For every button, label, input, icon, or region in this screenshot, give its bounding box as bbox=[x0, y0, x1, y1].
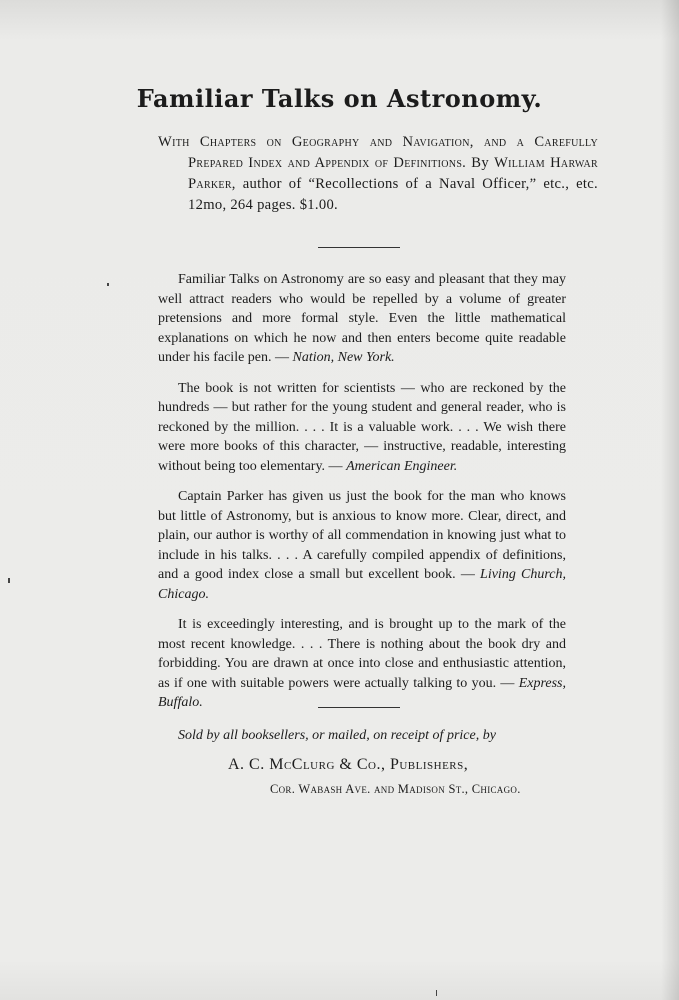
margin-mark bbox=[436, 990, 437, 996]
description-by: By bbox=[466, 155, 495, 171]
book-description bbox=[158, 132, 598, 216]
divider-top bbox=[318, 247, 400, 248]
review-quote bbox=[158, 487, 566, 604]
quote-source: Express, Buffalo. bbox=[158, 675, 566, 710]
quote-text: Familiar Talks on Astronomy are so easy and pleasant that they may well attract readers who would be repelled by a volume of greater pretensions and more formal style. Even the little mathematical explanations on which he now and then enters become quite readable under his facile pen. — bbox=[158, 272, 566, 365]
review-quote bbox=[158, 270, 566, 368]
quote-text: The book is not written for scientists — who are reckoned by the hundreds — but rather for the young student and general reader, who is reckoned by the million. . . . It is a valuable work. . . . We wish there were more books of this character, — instructive, readable, interesting without being too elementary. — bbox=[158, 380, 566, 474]
margin-mark bbox=[107, 283, 109, 286]
publisher-role: Publishers, bbox=[385, 756, 469, 773]
review-quote bbox=[158, 379, 566, 477]
publisher-line bbox=[228, 756, 568, 774]
quote-source: American Engineer. bbox=[346, 458, 458, 474]
publisher-address: Cor. Wabash Ave. and Madison St., Chicago. bbox=[270, 782, 521, 796]
quote-source: Nation, New York. bbox=[292, 350, 395, 365]
margin-mark bbox=[8, 578, 10, 583]
publisher-name: A. C. McClurg & Co., bbox=[228, 756, 386, 773]
quote-source: Living Church, Chicago. bbox=[158, 567, 567, 602]
description-details: author of “Recollections of a Naval Officer,” etc., etc. 12mo, 264 pages. $1.00. bbox=[188, 176, 598, 213]
quote-text: Captain Parker has given us just the book for the man who knows but little of Astronomy, but is anxious to know more. Clear, direct, and plain, our author is worthy of all commendation in knowing just what to include in his talks. . . . A carefully compiled appendix of definitions, and a good index close a small but excellent book. — bbox=[158, 489, 566, 582]
sold-by-line: Sold by all booksellers, or mailed, on receipt of price, by bbox=[178, 728, 496, 743]
review-quotes bbox=[158, 270, 566, 724]
divider-bottom bbox=[318, 707, 400, 708]
quote-text: It is exceedingly interesting, and is brought up to the mark of the most recent knowledge. . . . There is nothing about the book dry and forbidding. You are drawn at once into close and enthusiastic attention, as if one with suitable powers were actually talking to you. — bbox=[158, 617, 566, 691]
page-edge-shadow bbox=[661, 0, 679, 1000]
author-name: William Harwar Parker, bbox=[188, 155, 598, 192]
book-title: Familiar Talks on Astronomy. bbox=[136, 84, 543, 113]
description-text: With Chapters on Geography and Navigation, and a Carefully Prepared Index and Appendix of Definitions. bbox=[158, 134, 598, 171]
review-quote bbox=[158, 615, 566, 713]
